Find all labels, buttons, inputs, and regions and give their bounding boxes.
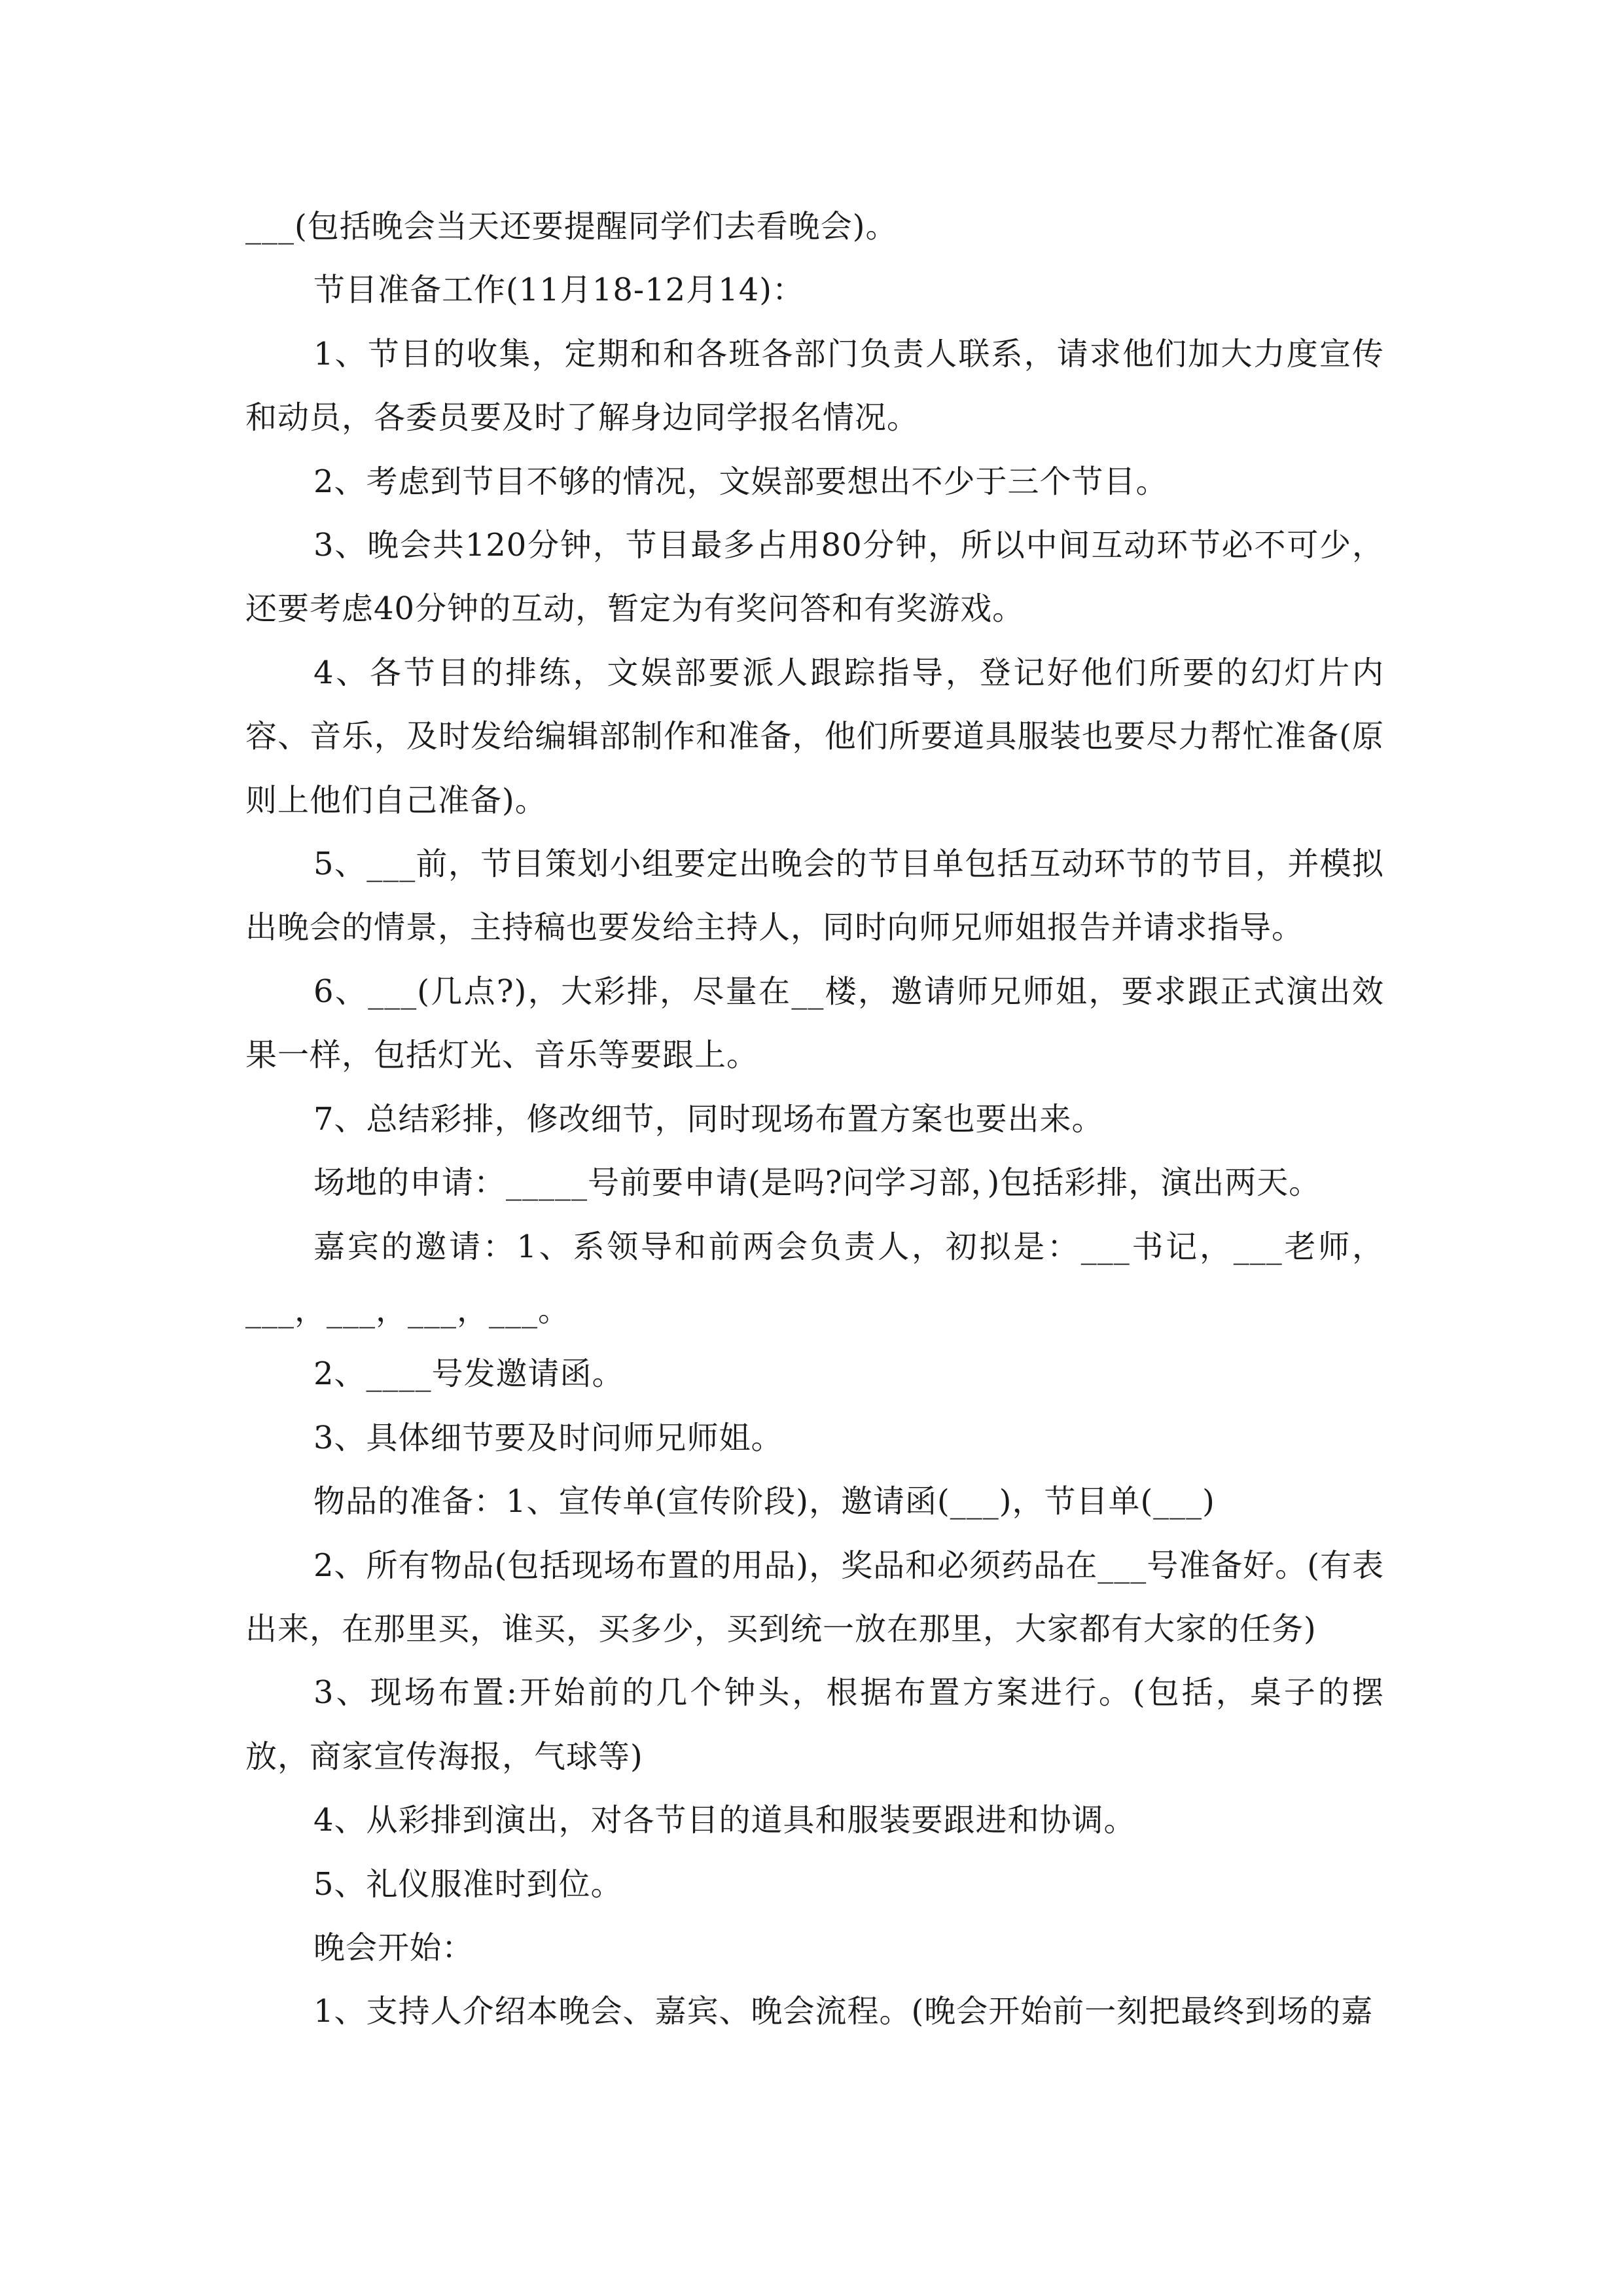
- paragraph-rehearsal: 4、各节目的排练，文娱部要派人跟踪指导，登记好他们所要的幻灯片内容、音乐，及时发给编辑部制作和准备，他们所要道具服装也要尽力帮忙准备(原则上他们自己准备)。: [245, 654, 1384, 819]
- paragraph-guest-invitation: 嘉宾的邀请：1、系领导和前两会负责人，初拟是：___书记，___老师，___，___，___，___。: [245, 1228, 1384, 1329]
- paragraph-host-intro: 1、支持人介绍本晚会、嘉宾、晚会流程。(晚会开始前一刻把最终到场的嘉: [313, 1993, 1374, 2030]
- paragraph-materials-prep: 物品的准备：1、宣传单(宣传阶段)，邀请函(___)，节目单(___): [313, 1483, 1215, 1520]
- paragraph-program-collection: 1、节目的收集，定期和和各班各部门负责人联系，请求他们加大力度宣传和动员，各委员要及时了解身边同学报名情况。: [245, 335, 1384, 437]
- paragraph-reminder: ___(包括晚会当天还要提醒同学们去看晚会)。: [245, 208, 898, 245]
- paragraph-program-list: 5、___前，节目策划小组要定出晚会的节目单包括互动环节的节目，并模拟出晚会的情景，主持稿也要发给主持人，同时向师兄师姐报告并请求指导。: [245, 846, 1384, 946]
- paragraph-dress-rehearsal: 6、___(几点?)，大彩排，尽量在__楼，邀请师兄师姐，要求跟正式演出效果一样，包括灯光、音乐等要跟上。: [245, 973, 1384, 1074]
- paragraph-venue-application: 场地的申请：_____号前要申请(是吗?问学习部，)包括彩排，演出两天。: [313, 1164, 1321, 1202]
- paragraph-send-invitations: 2、____号发邀请函。: [313, 1355, 624, 1393]
- document-body: [245, 195, 1384, 2044]
- paragraph-all-items: 2、所有物品(包括现场布置的用品)，奖品和必须药品在___号准备好。(有表出来，在那里买，谁买，买多少，买到统一放在那里，大家都有大家的任务): [245, 1547, 1384, 1647]
- paragraph-summary: 7、总结彩排，修改细节，同时现场布置方案也要出来。: [313, 1100, 1104, 1138]
- paragraph-props-costumes: 4、从彩排到演出，对各节目的道具和服装要跟进和协调。: [313, 1802, 1136, 1839]
- paragraph-program-prep-heading: 节目准备工作(11月18-12月14)：: [313, 272, 804, 309]
- paragraph-party-start-heading: 晚会开始：: [313, 1929, 474, 1966]
- paragraph-ask-details: 3、具体细节要及时问师兄师姐。: [313, 1419, 783, 1456]
- paragraph-etiquette: 5、礼仪服准时到位。: [313, 1865, 623, 1903]
- paragraph-venue-setup: 3、现场布置:开始前的几个钟头，根据布置方案进行。(包括，桌子的摆放，商家宣传海报，气球等): [245, 1674, 1384, 1775]
- paragraph-backup-programs: 2、考虑到节目不够的情况，文娱部要想出不少于三个节目。: [313, 463, 1168, 500]
- paragraph-duration: 3、晚会共120分钟，节目最多占用80分钟，所以中间互动环节必不可少，还要考虑40分钟的互动，暂定为有奖问答和有奖游戏。: [245, 527, 1384, 628]
